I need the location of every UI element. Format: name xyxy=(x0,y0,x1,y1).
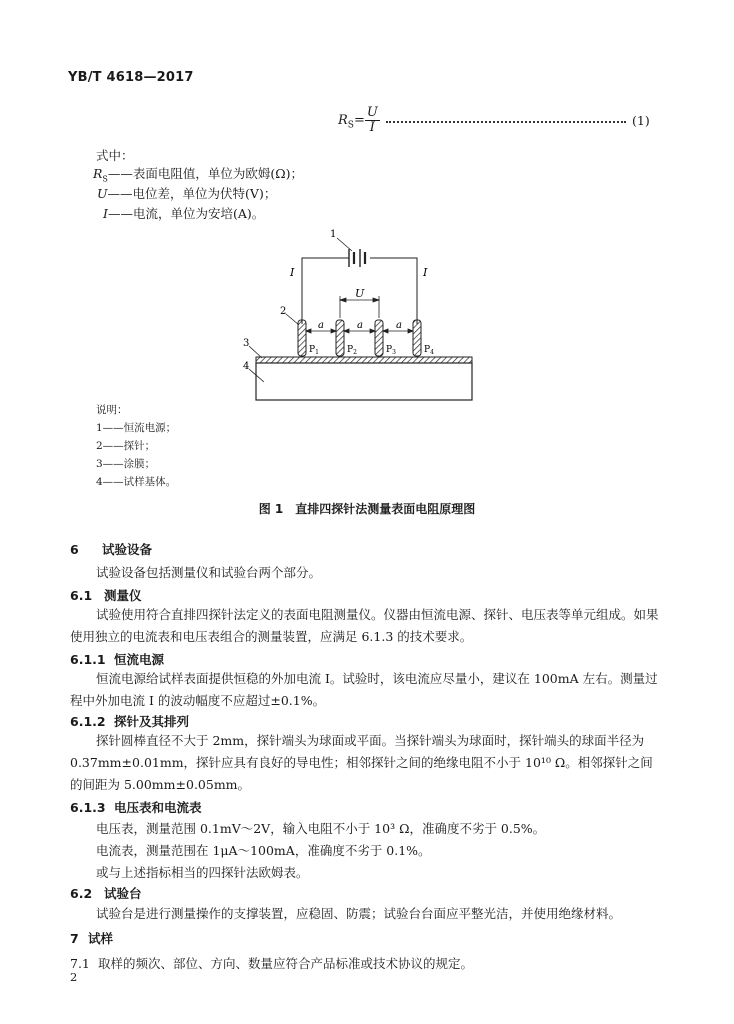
leader-line-3 xyxy=(249,346,262,358)
where-dash: —— xyxy=(107,166,133,181)
section-number: 7 xyxy=(70,931,79,946)
section-number: 7.1 xyxy=(70,956,90,971)
label-1: 1 xyxy=(330,229,337,240)
section-title: 恒流电源 xyxy=(114,652,165,667)
where-text: 表面电阻值，单位为欧姆(Ω)； xyxy=(132,166,304,181)
label-spacing-a2: a xyxy=(357,320,363,331)
section-6-1-text: 试验使用符合直排四探针法定义的表面电阻测量仪。仪器由恒流电源、探针、电压表等单元组成。如果使用独立的电流表和电压表组合的测量装置，应满足 6.1.3 的技术要求。 xyxy=(70,607,659,644)
section-6-1-3-line-1: 电压表，测量范围 0.1mV～2V，输入电阻不小于 10³ Ω，准确度不劣于 0.5%。 xyxy=(96,821,546,836)
label-voltage: U xyxy=(355,287,365,300)
label-probe-p1: $P_1$ xyxy=(309,345,319,356)
where-symbol-sub: S xyxy=(102,174,108,184)
formula-denominator: I xyxy=(369,120,375,135)
section-6-text: 试验设备包括测量仪和试验台两个部分。 xyxy=(96,565,322,580)
where-symbol: U xyxy=(97,186,108,201)
probe-p4 xyxy=(413,320,421,356)
section-number: 6.1.3 xyxy=(70,800,106,815)
legend-title: 说明： xyxy=(96,404,128,416)
section-6-1-2-text: 探针圆棒直径不大于 2mm，探针端头为球面或平面。当探针端头为球面时，探针端头的球面半径为 0.37mm±0.01mm，探针应具有良好的导电性；相邻探针之间的绝缘电阻不小于 10¹⁰ Ω。相邻探针之间的间距为 5.00mm±0.05mm。 xyxy=(70,733,653,792)
section-number: 6 xyxy=(70,542,79,557)
section-6-1-3-line-2: 电流表，测量范围在 1μA～100mA，准确度不劣于 0.1%。 xyxy=(96,843,431,858)
section-6-1-2-heading xyxy=(70,712,189,730)
section-number: 6.1.2 xyxy=(70,714,106,729)
formula-numerator: U xyxy=(366,105,378,120)
section-6-2-heading xyxy=(70,884,142,902)
label-current-right: I xyxy=(423,266,428,279)
section-7-1 xyxy=(70,954,473,972)
leader-line-2 xyxy=(286,314,299,325)
section-6-1-1-heading xyxy=(70,650,164,668)
probe-p2 xyxy=(336,320,344,356)
substrate xyxy=(256,363,472,400)
label-probe-p2: $P_2$ xyxy=(347,345,357,356)
where-dash: —— xyxy=(107,206,133,221)
section-number: 6.1.1 xyxy=(70,652,106,667)
label-spacing-a1: a xyxy=(318,320,324,331)
section-6-heading xyxy=(70,540,152,558)
label-probe-p3: $P_3$ xyxy=(386,345,396,356)
section-6-2-text: 试验台是进行测量操作的支撑装置，应稳固、防震；试验台台面应平整光洁，并使用绝缘材料。 xyxy=(96,906,622,921)
probe-p3 xyxy=(375,320,383,356)
where-symbol: I xyxy=(103,206,108,221)
where-title: 式中： xyxy=(96,148,134,163)
legend-item-1: 1——恒流电源； xyxy=(96,422,177,434)
section-6-1-3-line-3: 或与上述指标相当的四探针法欧姆表。 xyxy=(96,865,309,880)
coating-layer xyxy=(256,357,472,363)
section-title: 试样 xyxy=(88,931,114,946)
page-number: 2 xyxy=(70,970,78,984)
label-current-left: I xyxy=(290,266,295,279)
section-7-heading xyxy=(70,929,113,947)
section-7-1-text: 取样的频次、部位、方向、数量应符合产品标准或技术协议的规定。 xyxy=(98,956,474,971)
formula-lhs: R xyxy=(338,113,348,128)
section-title: 探针及其排列 xyxy=(114,714,190,729)
figure-caption: 图 1 直排四探针法测量表面电阻原理图 xyxy=(258,502,476,516)
label-spacing-a3: a xyxy=(396,320,402,331)
section-title: 测量仪 xyxy=(104,588,142,603)
label-probe-p4: $P_4$ xyxy=(424,345,434,356)
where-text: 电位差，单位为伏特(V)； xyxy=(132,186,277,201)
section-6-1-3-heading xyxy=(70,798,202,816)
section-title: 试验设备 xyxy=(102,542,153,557)
four-probe-diagram xyxy=(0,0,734,420)
leader-line-1 xyxy=(337,238,352,251)
section-title: 试验台 xyxy=(104,886,142,901)
where-symbol: R xyxy=(93,166,103,181)
label-2: 2 xyxy=(280,306,287,317)
formula-number: (1) xyxy=(632,113,650,128)
label-3: 3 xyxy=(243,338,250,349)
label-4: 4 xyxy=(243,361,250,372)
section-6-1-1-text: 恒流电源给试样表面提供恒稳的外加电流 I。试验时，该电流应尽量小，建议在 100mA 左右。测量过程中外加电流 I 的波动幅度不应超过±0.1%。 xyxy=(70,671,658,708)
section-number: 6.2 xyxy=(70,886,93,901)
section-number: 6.1 xyxy=(70,588,93,603)
formula-eq: = xyxy=(353,113,365,128)
section-title: 电压表和电流表 xyxy=(114,800,202,815)
legend-item-2: 2——探针； xyxy=(96,440,156,452)
where-text: 电流，单位为安培(A)。 xyxy=(132,206,265,221)
section-6-1-heading xyxy=(70,586,142,604)
legend-item-3: 3——涂膜； xyxy=(96,458,156,470)
probe-p1 xyxy=(298,320,306,356)
where-dash: —— xyxy=(107,186,133,201)
legend-item-4: 4——试样基体。 xyxy=(96,476,177,488)
standard-code: YB/T 4618—2017 xyxy=(68,70,194,85)
formula-lhs-sub: S xyxy=(347,120,354,131)
